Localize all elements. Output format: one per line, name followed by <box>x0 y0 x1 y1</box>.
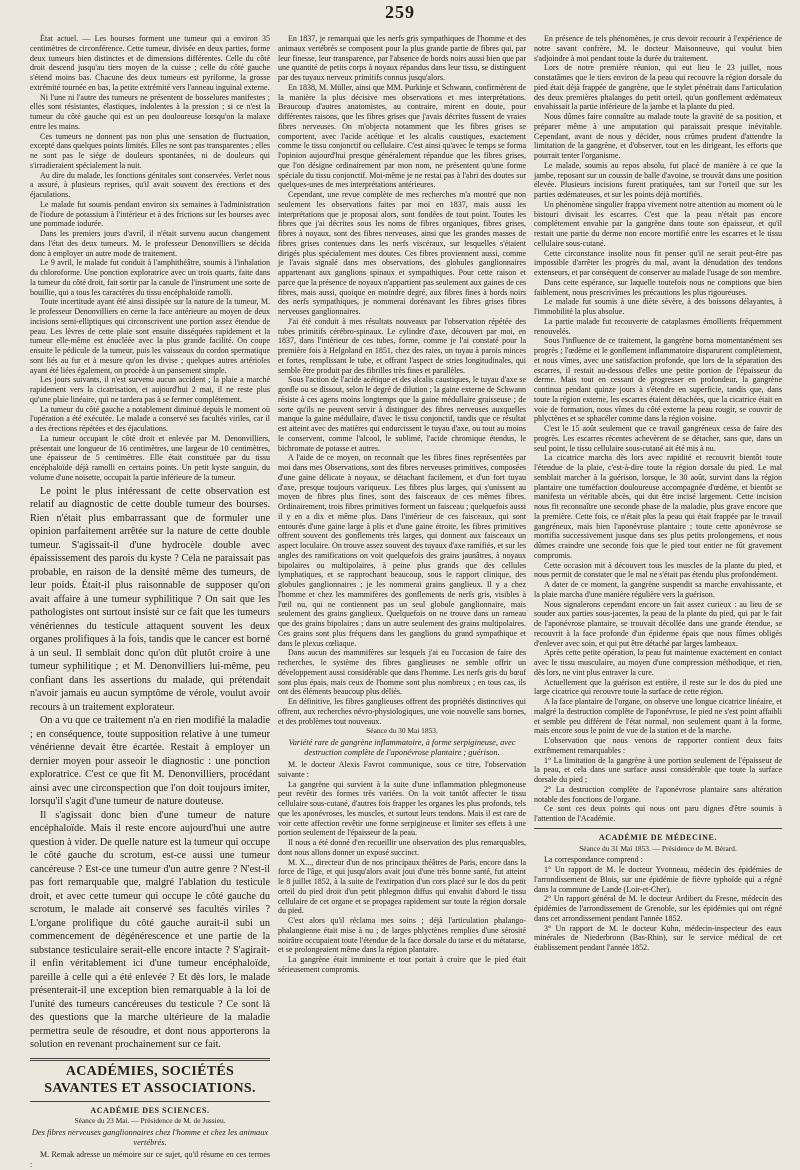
paragraph: Sous l'influence de ce traitement, la gangrène borna momentanément ses progrès ; l'œdème et le gonflement inflammatoire disparurent complètement, et nous vîmes, avec une satisfaction profonde, que lors de la séparation des escarres, il restait au-dessous d'elles une petite portion de l'épaisseur du derme. Mais tout en cessant de progresser en profondeur, la gangrène continua pendant quinze jours à s'étendre en superficie, tandis que, dans toute la région externe, les escarres étaient détachées, que la cicatrice était en voie de formation, nous vîmes du côté externe la peau rougir, se couvrir de phlyctènes et se sphacéler comme dans la région voisine. <box>534 336 782 424</box>
paragraph: Sous l'action de l'acide acétique et des alcalis caustiques, le tuyau d'axe se gonfle ou se dissout, selon le degré de dilution ; la gaine externe de Schwann résiste à ces agens moins longtemps que la gaine médullaire graisseuse ; de sorte qu'ils ne peuvent servir à distinguer des fibres nerveuses auxquelles manque la gaine médullaire, d'avec le tissu conjonctif, tandis que ce résultat est atteint avec des matières qui endurcissent le tuyau d'axe, ou tout au moins le conservent, comme l'alcool, le sublimé, l'acide chromique étendus, le bichromate de potasse et autres. <box>278 375 526 453</box>
paragraph: Au dire du malade, les fonctions génitales sont conservées. Verlet nous a assuré, à plusieurs reprises, qu'il avait souvent des érections et des éjaculations. <box>30 170 270 199</box>
paragraph: Dans aucun des mammifères sur lesquels j'ai eu l'occasion de faire des recherches, le système des fibres ganglieuses ne semble offrir un développement aussi considérable que dans l'homme. Les nerfs gris du bœuf sont plus épais, mais ceux de l'homme sont plus nombreux ; en tous cas, ils ont des éléments beaucoup plus déliés. <box>278 648 526 697</box>
column-1-paragraphs <box>30 34 270 483</box>
paragraph: La correspondance comprend : <box>544 855 643 865</box>
paragraph: C'est alors qu'il réclama mes soins ; déjà l'articulation phalango-phalangienne était mise à nu ; de larges phlyctènes remplies d'une sérosité noirâtre occupaient toute l'étendue de la face dorsale du tarse et du métatarse, et se prolongeaient même dans la région plantaire. <box>278 916 526 955</box>
paragraph: Toute incertitude ayant été ainsi dissipée sur la nature de la tumeur, M. le professeur Denonvilliers en cerne la face antérieure au moyen de deux incisions semi-elliptiques qui circonscrivent une portion assez étendue de peau. Les lèvres de cette plaie sont ensuite disséquées rapidement et la tumeur elle-même est énucléée avec la plus grande facilité. On coupe ensuite le pédicule de la tumeur, puis les vaisseaux du cordon spermatique sont liés au fur et à mesure qu'on les divise ; quelques autres artérioles ayant été liées également, on procède à un pansement simple. <box>30 297 270 375</box>
paragraph: L'observation que nous venons de rapporter contient deux faits extrêmement remarquables : <box>534 736 782 755</box>
paragraph: La tumeur occupant le côté droit et enlevée par M. Denonvilliers, présentait une longueur de 16 centimètres, une largeur de 10 centimètres, une épaisseur de 5 centimètres. Elle était constituée par du tissu encéphaloïde déjà ramolli en certains points. Un petit kyste sanguin, du volume d'une noisette, occupait la partie inférieure de la tumeur. <box>30 433 270 482</box>
section-divider <box>30 1101 270 1102</box>
paragraph: 3° Un rapport de M. le docteur Kuhn, médecin-inspecteur des eaux minérales de Niederbronn (Bas-Rhin), sur le service médical de cet établissement pendant l'année 1852. <box>534 923 782 952</box>
paragraph: En 1838, M. Müller, ainsi que MM. Purkinje et Schwann, confirmèrent de la manière la plus décisive mes observations et mes interprétations. Beaucoup d'autres anatomistes, au contraire, mirent en doute, pour différentes raisons, que les fibres grises que j'avais décrites fussent de vraies fibres nerveuses. On m'objecta notamment que les fibres grises se comportent, avec l'acide acétique et les alcalis caustiques, exactement comme le tissu conjonctif ou cellulaire. C'est ainsi qu'avec le temps se forma l'opinion aujourd'hui presque généralement répandue que les fibres grises, que l'on désigne ordinairement par mon nom, ne présentent qu'une forme spéciale du tissu conjonctif. Moi-même je ne restai pas à l'abri des doutes sur quelques-unes de mes interprétations antérieures. <box>278 82 526 190</box>
paragraph: Cette circonstance insolite nous fit penser qu'il ne serait peut-être pas impossible d'arrêter les progrès du mal, avant la dénudation des tendons extenseurs, et par conséquent de conserver au malade l'usage de son membre. <box>534 248 782 277</box>
paragraph: C'est le 15 août seulement que ce travail gangréneux cessa de faire des progrès. Les escarres récentes achevèrent de se détacher, sans que, dans un seul point, le tissu cellulaire sous-cutané ait été mis à nu. <box>534 424 782 453</box>
section-divider <box>30 1058 270 1061</box>
paragraph: Dans cette espérance, sur laquelle toutefois nous ne comptions que bien faiblement, nous prescrivîmes les précautions les plus rigoureuses. <box>534 277 782 297</box>
session-line: Séance du 31 Mai 1853. — Présidence de M. Bérard. <box>579 843 737 853</box>
paragraph: Il s'agissait donc bien d'une tumeur de nature encéphaloïde. Mais il reste encore aujourd'hui une autre question à vider. De quelle nature est la tumeur qui occupe le côté gauche du scrotum, est-ce aussi une tumeur cancéreuse ? Est-ce une tumeur d'un autre genre ? N'est-il pas fort remarquable que, malgré l'ablation du testicule droit, et avec cette tumeur qui occupe le côté gauche du scrotum, le malade ait conservé ses facultés viriles ? L'organe prolifique du côté gauche aurait-il subi un commencement de dégénérescence et une partie de la substance testiculaire serait-elle encore intacte ? S'agirait-il enfin véritablement ici d'une tumeur encéphaloïde, pareille à celle qui a été enlevée ? Et dès lors, le malade présenterait-il une exception bien remarquable à la loi de l'unité des tumeurs cancéreuses du testicule ? Ce sont là des questions que la marche ultérieure de la maladie permettra seule de résoudre, et dont nous apporterons la solution en revenant prochainement sur ce fait. <box>30 809 270 1050</box>
paragraph: En 1837, je remarquai que les nerfs gris sympathiques de l'homme et des animaux vertébrés se composent pour la plus grande partie de fibres qui, par leur finesse, leur transparence, par l'absence de bords noirs aussi bien que par une quantité de petits corps à noyaux répandus dans leur tissu, se distinguent par des tuyaux nerveux primitifs connus jusqu'alors. <box>278 34 526 82</box>
column-3 <box>534 34 782 1090</box>
paragraph: Cette occasion mit à découvert tous les muscles de la plante du pied, et nous permit de constater que le mal ne s'était pas étendu plus profondément. <box>534 560 782 580</box>
academy-heading: ACADÉMIE DES SCIENCES. <box>90 1105 210 1115</box>
paragraph: Après cette petite opération, la peau fut maintenue exactement en contact avec le tissu musculaire, au moyen d'une compression méthodique, et rien, dès lors, ne vint plus entraver la cure. <box>534 648 782 677</box>
paragraph: Cependant, une revue complète de mes recherches m'a montré que non seulement les observations faites par moi en 1837, mais aussi les interprétations que je proposai alors, sont fondées de tout point. Toutes les fibres que j'ai décrites sous les noms de fibres organiques, fibres grises, fibres à noyaux, sont des fibres nerveuses, ainsi que les grandes masses de fibres grises contenues dans les nerfs viscéraux, sur lesquelles s'étaient dirigés plus spécialement mes doutes. Ces fibres proviennent aussi, comme je l'avais signalé dans mes observations, des globules ganglionnaires appartenant aux ganglions spinaux et sympathiques. Pour cette raison et parce que la présence de noyaux n'appartient pas seulement aux gaines de ces fibres, mais aussi, quoique en moindre degré, aux fibres fines à bords noirs des nerfs sympathiques, je nommerai dorénavant les fibres grises fibres nerveuses ganglionnaires. <box>278 190 526 316</box>
paragraph: Le malade fut soumis pendant environ six semaines à l'administration de l'iodure de potassium à l'intérieur et à des frictions sur les bourses avec une pommade iodurée. <box>30 199 270 229</box>
paragraph: Le 9 avril, le malade fut conduit à l'amphithéâtre, soumis à l'inhalation du chloroforme. Une ponction exploratrice avec un trois quarts, faite dans la tumeur du côté droit, fait sortir par la canule de l'instrument une sorte de bouillie, qui a tous les caractères du tissu encéphaloïde ramolli. <box>30 258 270 297</box>
column-2 <box>278 34 526 1090</box>
paragraph: J'ai été conduit à mes résultats nouveaux par l'observation répétée des tubes primitifs cérébro-spinaux. Le cylindre d'axe, découvert par moi, en 1837, dans l'intérieur de ces tubes, forme, comme je l'ai constaté pour la première fois à Helgoland en 1851, chez des raies, un tuyau à parois minces et fortes, remplissant le tube, et offrant l'aspect de stries longitudinales, qui semble être produit par des fibrilles très fines et parallèles. <box>278 316 526 375</box>
paragraph: La partie malade fut recouverte de cataplasmes émollients fréquemment renouvelés. <box>534 316 782 336</box>
paragraph: Un phénomène singulier frappa vivement notre attention au moment où le bistouri divisait les escarres. C'est que la peau n'était pas encore complétement envahie par la gangrène dans toute son épaisseur, et qu'il restait une partie du derme non encore mortifié entre les escarres et le tissu cellulaire sous-cutané. <box>534 199 782 248</box>
paragraph: Le point le plus intéressant de cette observation est relatif au diagnostic de cette double tumeur des bourses. Rien n'était plus embarrassant que de formuler une opinion parfaitement arrêtée sur la nature de cette double tumeur. S'agissait-il d'une hydrocèle double avec épaississement des parois du kyste ? Cela ne paraissait pas probable, en raison de la densité même des tumeurs, de leur poids. Était-il plus raisonnable de supposer qu'on avait affaire à une tumeur syphilitique ? On sait que les pathologistes ont surtout insisté sur ce fait que les tumeurs vénériennes du testicule attaquent souvent les deux organes prolifiques à la fois, tandis que le cancer est borné à un seul. Il semblait donc qu'on dût plutôt croire à une tumeur syphilitique ; et M. Denonvilliers lui-même, peu confiant dans les assertions du malade, qui prétendait n'avoir jamais eu aucun symptôme de vérole, voulut avoir recours à un traitement explorateur. <box>30 485 270 713</box>
session-line: Séance du 30 Mai 1853. <box>366 726 438 736</box>
paragraph: Les jours suivants, il n'est survenu aucun accident ; la plaie a marché rapidement vers la cicatrisation, et aujourd'hui 2 mai, il ne reste plus qu'une plaie linéaire, qui ne tardera pas à se fermer complétement. <box>30 375 270 404</box>
paragraph: En définitive, les fibres ganglieuses offrent des propriétés distinctives qui offrent, aux recherches névro-physiologiques, une voie nouvelle sans bornes, et des problèmes tout nouveaux. <box>278 697 526 726</box>
paragraph: La tumeur du côté gauche a notablement diminué depuis le moment où l'opération a été exécutée. Le malade a conservé ses facultés viriles, car il a des érections répétées et des éjaculations. <box>30 404 270 433</box>
column-1 <box>30 34 270 1169</box>
paragraph: M. X..., directeur d'un de nos principaux théâtres de Paris, encore dans la force de l'âge, et qui jusqu'alors avait joui d'une très bonne santé, fut atteint le 8 juillet 1852, à la suite de l'extirpation d'un cors placé sur le dos du petit orteil du pied droit d'un petit phlegmon diffus qui envahit d'abord le tissu cellulaire de cet organe et se propagea rapidement sur toute la région dorsale du pied. <box>278 857 526 916</box>
paragraph: 2° Un rapport général de M. le docteur Ardibert du Fresne, médecin des épidémies de l'arrondissement de Grenoble, sur les épidémies qui ont régné dans cet arrondissement pendant l'année 1852. <box>534 894 782 923</box>
paragraph: En présence de tels phénomènes, je crus devoir recourir à l'expérience de notre savant confrère, M. le docteur Maisonneuve, qui voulut bien s'adjoindre à moi pendant toute la durée du traitement. <box>534 34 782 63</box>
paragraph: M. Remak adresse un mémoire sur ce sujet, qu'il résume en ces termes : <box>30 1150 270 1169</box>
paragraph: Nous signalerons cependant encore un fait assez curieux : au lieu de se souder aux parties sous-jacentes, la peau de la plante du pied, qui par le fait de l'aponévrose plantaire, se trouvait décollée dans une grande étendue, se recouvrit à la face profonde d'un épiderme épais que nous fûmes obligés d'enlever avec soin, et qui put être détaché par larges lambeaux. <box>534 599 782 648</box>
paragraph: Nous dûmes faire connaître au malade toute la gravité de sa position, et préparer même à une amputation qui paraissait presque inévitable. Cependant, avant de nous y décider, nous crûmes prudent d'attendre la limitation de la gangrène, et d'observer, tout en les dirigeant, les efforts que pourrait tenter l'organisme. <box>534 112 782 160</box>
paragraph: 2° La destruction complète de l'aponévrose plantaire sans altération notable des fonctions de l'organe. <box>534 784 782 804</box>
paragraph: Le malade fut soumis à une diète sévère, à des boissons délayantes, à l'immobilité la plus absolue. <box>534 297 782 316</box>
page-number: 259 <box>385 2 415 22</box>
paragraph: A l'aide de ce moyen, on reconnaît que les fibres fines représentées par moi dans mes Observations, sont des fibres nerveuses primitives, composées d'une gaine délicate à noyaux, se détachant facilement, et d'un fort tuyau d'axe, presque toujours variqueux. Les fibres plus larges, qui s'unissent au moyen de fibres plus fines, sont des faisceaux de ces mêmes fibres. Ordinairement, trois fibres primitives forment un faisceau ; quelquefois aussi il y en a dix et même plus. Dans l'intérieur de ces faisceaux, qui sont entourés d'une gaine large à plis et d'une gaine étroite, les fibres primitives offrent souvent des gonflements très larges, qui donnent aux faisceaux un aspect loculaire. On trouve assez souvent des tuyaux d'axe ramifiés, et sur les angles des ramifications on voit quelquefois des grains jaunâtres, à noyaux bipolaires ou multipolaires, à peine plus grands que des cellules lymphatiques, et se rapprochant beaucoup, sous le rapport clinique, des globules ganglionnaires ; je les nommerai grains ganglieux. Il y a chez l'homme et chez les mammifères des gonflements de nerfs gris, visibles à l'œil nu, qui ne contiennent pas un seul globule ganglionnaire, mais seulement des grains ganglieux. Quelquefois on ne trouve dans un rameau que des grains bipolaires ; dans un autre seulement des grains multipolaires. Ces grains sont plus fréquens dans les ganglions du grand sympathique et dans le plexus cœliaque. <box>278 453 526 648</box>
paragraph: Ces tumeurs ne donnent pas non plus une sensation de fluctuation, excepté dans quelques points limités. Elles ne sont pas transparentes ; elles ne sont pas le siége de douleurs spontanées, ni de douleurs qui s'irradieraient spécialement la nuit. <box>30 131 270 170</box>
paragraph: Ce sont ces deux points qui nous ont paru dignes d'être soumis à l'attention de l'Académie. <box>534 804 782 823</box>
paragraph: Il nous a été donné d'en recueillir une observation des plus remarquables, dont nous allons donner un exposé succinct. <box>278 838 526 857</box>
paragraph: État actuel. — Les bourses forment une tumeur qui a environ 35 centimètres de circonférence. Cette tumeur, divisée en deux parties, forme deux tumeurs bien distinctes et de dimensions différentes. Celle du côté droit descend jusqu'au tiers moyen de la cuisse ; celle du côté gauche s'étend moins bas. Chacune des deux tumeurs est pyriforme, la grosse extrémité tournée en bas, la petite extrémité vers l'anneau inguinal externe. <box>30 34 270 92</box>
paragraph: La gangrène qui survient à la suite d'une inflammation phlegmoneuse peut revêtir des formes très variées. On la voit tantôt affecter le tissu cellulaire sous-cutané, d'autres fois frapper les organes les plus profonds, tels que les aponévroses, les muscles, et surtout leurs tendons. Mais il est rare de voir cette affection revêtir une forme serpigineuse et limiter ses effets à une portion seulement de l'épaisseur de la peau. <box>278 779 526 838</box>
academy-heading: ACADÉMIE DE MÉDECINE. <box>598 832 718 842</box>
paragraph: Le malade, soumis au repos absolu, fut placé de manière à ce que la jambe, reposant sur un coussin de balle d'avoine, se trouvât dans une position élevée. Plusieurs incisions furent pratiquées, tant sur l'orteil que sur les parties œdémateuses, et sur les points déjà mortifiés. <box>534 160 782 199</box>
paragraph: A dater de ce moment, la gangrène suspendit sa marche envahissante, et la plaie marcha d'une manière régulière vers la guérison. <box>534 580 782 599</box>
paragraph: Actuellement que la guérison est entière, il reste sur le dos du pied une large cicatrice qui recouvre toute la surface de cette région. <box>534 677 782 697</box>
paragraph: M. le docteur Alexis Favrot communique, sous ce titre, l'observation suivante : <box>278 760 526 779</box>
section-title: ACADÉMIES, SOCIÉTÉS SAVANTES ET ASSOCIATIONS. <box>44 1063 256 1096</box>
paragraph: 1° Un rapport de M. le docteur Yvonneau, médecin des épidémies de l'arrondissement de Blois, sur une épidémie de fièvre typhoïde qui a régné dans la commune de Lande (Loir-et-Cher). <box>534 865 782 894</box>
paragraph: Dans les premiers jours d'avril, il n'était survenu aucun changement dans l'état des deux tumeurs. M. le professeur Denonvilliers se décida donc à employer un autre mode de traitement. <box>30 229 270 258</box>
paragraph: 1° La limitation de la gangrène à une portion seulement de l'épaisseur de la peau, et cela dans une surface aussi considérable que toute la surface dorsale du pied ; <box>534 755 782 784</box>
paragraph: On a vu que ce traitement n'a en rien modifié la maladie ; en conséquence, toute supposition relative à une tumeur vénérienne devait être écartée. Restait à employer un dernier moyen pour asseoir le diagnostic : une ponction exploratrice. C'est ce que fit M. Denonvilliers, procédant ainsi avec une circonspection que l'on doit toujours imiter, lorsqu'il s'agit d'une tumeur de nature douteuse. <box>30 715 270 807</box>
paragraph: La gangrène était imminente et tout portait à croire que le pied était sérieusement compromis. <box>278 955 526 974</box>
paragraph: La cicatrice marcha dès lors avec rapidité et recouvrit bientôt toute l'étendue de la plaie, c'est-à-dire toute la région dorsale du pied. Le mal semblait marcher à la guérison, lorsque, le 30 août, survint dans la région plantaire une tuméfaction douloureuse accompagnée d'œdème, et bientôt se manifesta un véritable abcès, qui dut être incisé largement. Cette incision nous fit reconnaître une seconde phase de la maladie, plus grave encore que la première. Cette fois, ce n'était plus la peau qui était frappée par le travail gangréneux, mais bien l'aponévrose plantaire ; toute cette aponévrose se mortifia successivement jusque dans ses plus petits prolongemens, et nous dûmes craindre une seconde fois que le pied tout entier ne fût gravement compromis. <box>534 453 782 560</box>
paragraph: Lors de notre première réunion, qui eut lieu le 23 juillet, nous constatâmes que le tiers environ de la peau qui recouvre la région dorsale du pied était déjà frappée de gangrène, que le stylet pénétrait dans l'articulation des deux premières phalanges du petit orteil, qu'un gonflement œdémateux envahissait la partie inférieure de la jambe et la plante du pied. <box>534 63 782 112</box>
article-title: Variété rare de gangrène inflammatoire, à forme serpigineuse, avec destruction complète de l'aponévrose plantaire ; guérison. <box>288 738 516 757</box>
paragraph: Ni l'une ni l'autre des tumeurs ne présentent de bosselures manifestes ; elles sont résistantes, élastiques, indolentes à la pression ; si ce n'est la tumeur du côté gauche qui est un peu douloureuse lorsqu'on la malaxe entre les mains. <box>30 92 270 131</box>
session-line: Séance du 23 Mai. — Présidence de M. de Jussieu. <box>74 1116 226 1126</box>
commentary-large-type <box>30 485 270 1052</box>
section-divider <box>534 828 782 829</box>
paragraph: A la face plantaire de l'organe, on observe une longue cicatrice linéaire, et malgré la destruction complète de l'aponévrose, le pied ne s'est point affaibli et semble peu différent de l'état normal, non seulement quant à la forme, mais encore sous le point de vue de la station et de la marche. <box>534 697 782 736</box>
article-title: Des fibres nerveuses ganglionnaires chez l'homme et chez les animaux vertébrés. <box>31 1128 269 1147</box>
